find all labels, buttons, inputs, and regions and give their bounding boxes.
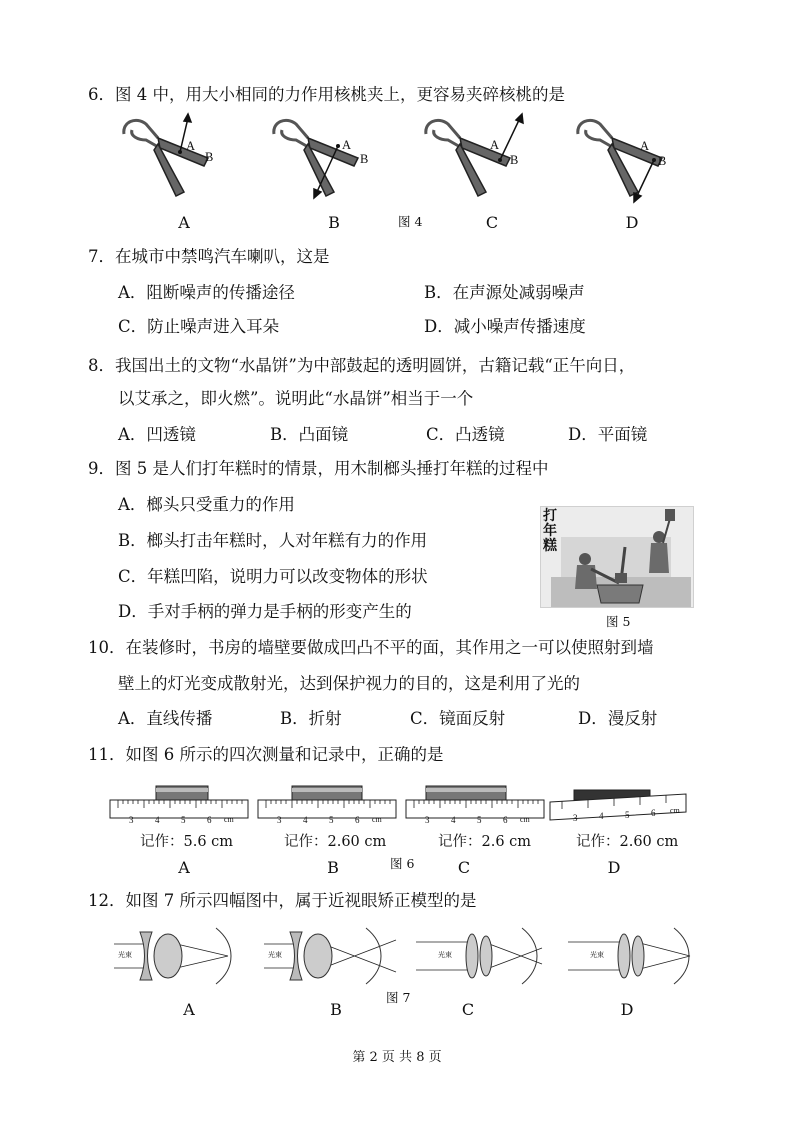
q8-stem-line1: 8．我国出土的文物“水晶饼”为中部鼓起的透明圆饼，古籍记载“正午向日， [88, 356, 636, 375]
q7-option-d: D．减小噪声传播速度 [424, 317, 586, 336]
eye-a-beam-label: 光束 [118, 951, 132, 959]
q9-figure-label: 图 5 [606, 614, 631, 629]
ruler-c-tick-4: 4 [451, 815, 456, 825]
q12-option-c-label: C [461, 1000, 475, 1019]
ruler-b-tick-4: 4 [303, 815, 308, 825]
q11-option-b-label: B [327, 858, 339, 877]
q8-option-c: C．凸透镜 [426, 425, 505, 444]
q6-option-c-label: C [485, 213, 499, 232]
q10-stem-line1: 10．在装修时，书房的墙壁要做成凹凸不平的面，其作用之一可以使照射到墙 [88, 638, 654, 657]
eye-c-beam-label: 光束 [438, 951, 452, 959]
eye-model-d [566, 926, 706, 986]
q11-option-a-label: A [178, 858, 190, 877]
ruler-d-unit: cm [670, 806, 680, 815]
q10-stem-line2: 壁上的灯光变成散射光，达到保护视力的目的，这是利用了光的 [118, 674, 580, 693]
illustration-title: 打年糕 [543, 508, 557, 554]
ruler-c-tick-6: 6 [503, 815, 508, 825]
q6d-point-a: A [640, 139, 650, 153]
q8-stem-line2: 以艾承之，即火燃”。说明此“水晶饼”相当于一个 [118, 389, 474, 408]
q11-record-c: 记作：2.6 cm [438, 834, 532, 850]
q6b-point-a: A [342, 138, 352, 152]
eye-d-beam-label: 光束 [590, 951, 604, 959]
ruler-b-tick-3: 3 [277, 815, 282, 825]
q11-record-a: 记作：5.6 cm [140, 834, 234, 850]
q6d-point-b: B [658, 154, 667, 168]
q11-figure-label: 图 6 [390, 856, 415, 871]
q9-option-d: D．手对手柄的弹力是手柄的形变产生的 [118, 602, 412, 621]
q7-stem: 7．在城市中禁鸣汽车喇叭，这是 [88, 247, 330, 266]
pounding-scene [541, 507, 693, 607]
ruler-a-tick-6: 6 [207, 815, 212, 825]
ruler-a-tick-5: 5 [181, 815, 186, 825]
q12-option-b-label: B [330, 1000, 342, 1019]
ruler-c-tick-3: 3 [425, 815, 430, 825]
q11-option-c-label: C [457, 858, 471, 877]
q6a-point-a: A [186, 139, 196, 153]
q8-option-b: B．凸面镜 [270, 425, 349, 444]
q6-option-d-label: D [625, 213, 639, 232]
eye-b-beam-label: 光束 [268, 951, 282, 959]
eye-model-c [414, 926, 554, 986]
q11-stem: 11．如图 6 所示的四次测量和记录中，正确的是 [88, 745, 444, 764]
eye-model-a [112, 926, 252, 986]
q12-option-a-label: A [183, 1000, 195, 1019]
q9-option-c: C．年糕凹陷，说明力可以改变物体的形状 [118, 567, 428, 586]
q6-option-a-label: A [178, 213, 190, 232]
q12-option-d-label: D [620, 1000, 634, 1019]
q10-option-c: C．镜面反射 [410, 709, 506, 728]
ruler-a-tick-4: 4 [155, 815, 160, 825]
q7-option-a: A．阻断噪声的传播途径 [118, 283, 295, 302]
q6c-point-b: B [510, 153, 519, 167]
q8-option-a: A．凹透镜 [118, 425, 196, 444]
q7-option-c: C．防止噪声进入耳朵 [118, 317, 280, 336]
q8-option-d: D．平面镜 [568, 425, 648, 444]
q6a-point-b: B [205, 150, 214, 164]
ruler-c-tick-5: 5 [477, 815, 482, 825]
q10-option-b: B．折射 [280, 709, 342, 728]
ruler-a-tick-3: 3 [129, 815, 134, 825]
q12-figure-label: 图 7 [386, 990, 411, 1005]
q6c-point-a: A [490, 138, 500, 152]
ruler-b-unit: cm [372, 815, 382, 824]
q10-option-a: A．直线传播 [118, 709, 213, 728]
ruler-d-tick-4: 4 [599, 811, 604, 821]
q12-stem: 12．如图 7 所示四幅图中，属于近视眼矫正模型的是 [88, 891, 477, 910]
q6-option-b-label: B [328, 213, 340, 232]
q9-stem: 9．图 5 是人们打年糕时的情景，用木制榔头捶打年糕的过程中 [88, 459, 549, 478]
ruler-b-tick-5: 5 [329, 815, 334, 825]
ruler-d-tick-6: 6 [651, 808, 656, 818]
q7-option-b: B．在声源处减弱噪声 [424, 283, 585, 302]
ruler-b-tick-6: 6 [355, 815, 360, 825]
ruler-d-tick-3: 3 [573, 813, 578, 823]
rice-cake-illustration [540, 506, 694, 608]
ruler-d-tick-5: 5 [625, 810, 630, 820]
q9-option-b: B．榔头打击年糕时，人对年糕有力的作用 [118, 531, 428, 550]
eye-model-b [262, 926, 402, 986]
ruler-c-unit: cm [520, 815, 530, 824]
q6-stem: 6．图 4 中，用大小相同的力作用核桃夹上，更容易夹碎核桃的是 [88, 85, 565, 104]
q11-record-d: 记作：2.60 cm [576, 834, 679, 850]
q10-option-d: D．漫反射 [578, 709, 658, 728]
q6-figure-label: 图 4 [398, 214, 423, 229]
q6b-point-b: B [360, 152, 369, 166]
ruler-a-unit: cm [224, 815, 234, 824]
q9-option-a: A．榔头只受重力的作用 [118, 495, 295, 514]
q11-option-d-label: D [607, 858, 621, 877]
q11-record-b: 记作：2.60 cm [284, 834, 387, 850]
ruler-measurement-d [550, 786, 690, 826]
page-footer: 第 2 页 共 8 页 [352, 1050, 442, 1065]
